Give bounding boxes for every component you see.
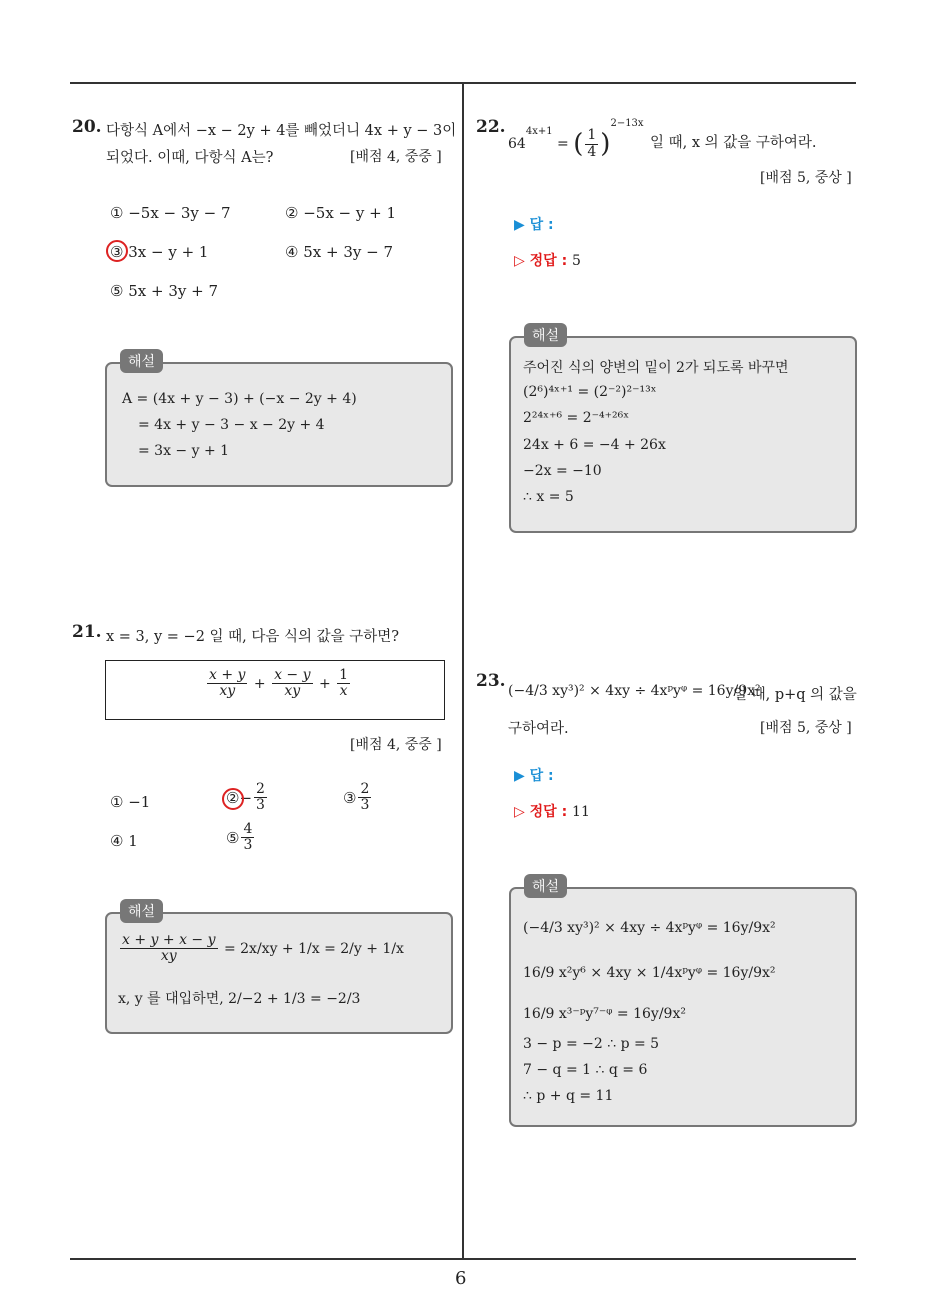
q23-correct-answer: ▷ 정답 : 11: [514, 804, 590, 820]
q21-frac-2: $\frac{x - y}{xy}$: [274, 667, 311, 700]
q20-choice-4[interactable]: ④ 5x + 3y − 7: [285, 243, 393, 261]
q20-number: 20.: [72, 117, 102, 137]
q22-equation: $64^{4x+1}$ = ( $\frac{1}{4}$ )$^{2-13x}$: [508, 118, 644, 160]
q21-marked-circle: [222, 788, 244, 810]
q22-solution-line-3: 2²⁴ˣ⁺⁶ = 2⁻⁴⁺²⁶ˣ: [523, 410, 630, 426]
q21-solution-line-2: x, y 를 대입하면, 2/−2 + 1/3 = −2/3: [118, 991, 361, 1007]
q22-text: 일 때, x 의 값을 구하여라.: [650, 135, 817, 151]
q22-answer-label: ▶ 답 :: [514, 217, 554, 233]
q22-number: 22.: [476, 117, 506, 137]
q21-solution-line-1: $\frac{x + y + x - y}{xy}$ = 2x/xy + 1/x = 2/y + 1/x: [122, 932, 404, 965]
q20-choice-3[interactable]: ③ 3x − y + 1: [110, 243, 209, 261]
q23-solution-line-3: 16/9 x³⁻ᵖy⁷⁻ᵠ = 16y/9x²: [523, 1006, 686, 1022]
q23-text-tail: 일 때, p+q 의 값을: [733, 687, 857, 703]
q21-solution-tag: 해설: [120, 899, 163, 923]
column-divider: [462, 83, 464, 1258]
q23-solution-line-5: 7 − q = 1 ∴ q = 6: [523, 1062, 648, 1078]
q20-solution-line-3: = 3x − y + 1: [138, 443, 230, 459]
q22-score: [배점 5, 중상 ]: [760, 170, 852, 186]
q21-expression: $\frac{x + y}{xy}$ + $\frac{x - y}{xy}$ + $\frac{1}{x}$: [209, 667, 349, 700]
q23-number: 23.: [476, 671, 506, 691]
q22-correct-answer: ▷ 정답 : 5: [514, 253, 581, 269]
q21-frac-3: $\frac{1}{x}$: [339, 667, 349, 700]
q22-solution-tag: 해설: [524, 323, 567, 347]
bottom-rule: [70, 1258, 856, 1260]
q20-choice-5[interactable]: ⑤ 5x + 3y + 7: [110, 282, 218, 300]
q21-number: 21.: [72, 622, 102, 642]
q22-solution-line-2: (2⁶)⁴ˣ⁺¹ = (2⁻²)²⁻¹³ˣ: [523, 384, 657, 400]
q21-frac-1: $\frac{x + y}{xy}$: [209, 667, 246, 700]
q23-solution-tag: 해설: [524, 874, 567, 898]
q20-text-line1: 다항식 A에서 −x − 2y + 4를 빼었더니 4x + y − 3이: [106, 123, 457, 139]
q23-score: [배점 5, 중상 ]: [760, 720, 852, 736]
q21-score: [배점 4, 중중 ]: [350, 737, 442, 753]
q21-choice-3[interactable]: ③ $\frac{2}{3}$: [343, 781, 370, 814]
q20-marked-circle: [106, 240, 128, 262]
q23-solution-line-1: (−4/3 xy³)² × 4xy ÷ 4xᵖyᵠ = 16y/9x²: [523, 920, 776, 936]
q20-text-line2: 되었다. 이때, 다항식 A는?: [106, 150, 274, 166]
q21-solution-box: [105, 912, 453, 1034]
q20-choice-2[interactable]: ② −5x − y + 1: [285, 204, 397, 222]
q22-solution-line-1: 주어진 식의 양변의 밑이 2가 되도록 바꾸면: [523, 360, 789, 376]
q20-solution-tag: 해설: [120, 349, 163, 373]
q21-choice-4[interactable]: ④ 1: [110, 832, 138, 850]
q21-choice-1[interactable]: ① −1: [110, 793, 151, 811]
q21-text: x = 3, y = −2 일 때, 다음 식의 값을 구하면?: [106, 629, 400, 645]
q23-solution-line-4: 3 − p = −2 ∴ p = 5: [523, 1036, 660, 1052]
q22-solution-line-6: ∴ x = 5: [523, 489, 574, 505]
q20-choice-1[interactable]: ① −5x − 3y − 7: [110, 204, 231, 222]
q20-solution-line-2: = 4x + y − 3 − x − 2y + 4: [138, 417, 325, 433]
page-number: 6: [455, 1268, 467, 1289]
q22-solution-line-5: −2x = −10: [523, 463, 602, 479]
q23-text-line2: 구하여라.: [508, 721, 569, 737]
q21-choice-2[interactable]: ②− $\frac{2}{3}$: [226, 781, 265, 814]
q20-score: [배점 4, 중중 ]: [350, 149, 442, 165]
q23-solution-line-2: 16/9 x²y⁶ × 4xy × 1/4xᵖyᵠ = 16y/9x²: [523, 965, 776, 981]
q21-choice-5[interactable]: ⑤ $\frac{4}{3}$: [226, 821, 253, 854]
q20-solution-line-1: A = (4x + y − 3) + (−x − 2y + 4): [122, 391, 357, 407]
q22-solution-line-4: 24x + 6 = −4 + 26x: [523, 437, 666, 453]
q23-answer-label: ▶ 답 :: [514, 768, 554, 784]
q23-solution-line-6: ∴ p + q = 11: [523, 1088, 614, 1104]
q23-expression: (−4/3 xy³)² × 4xy ÷ 4xᵖyᵠ = 16y/9x²: [508, 683, 761, 699]
